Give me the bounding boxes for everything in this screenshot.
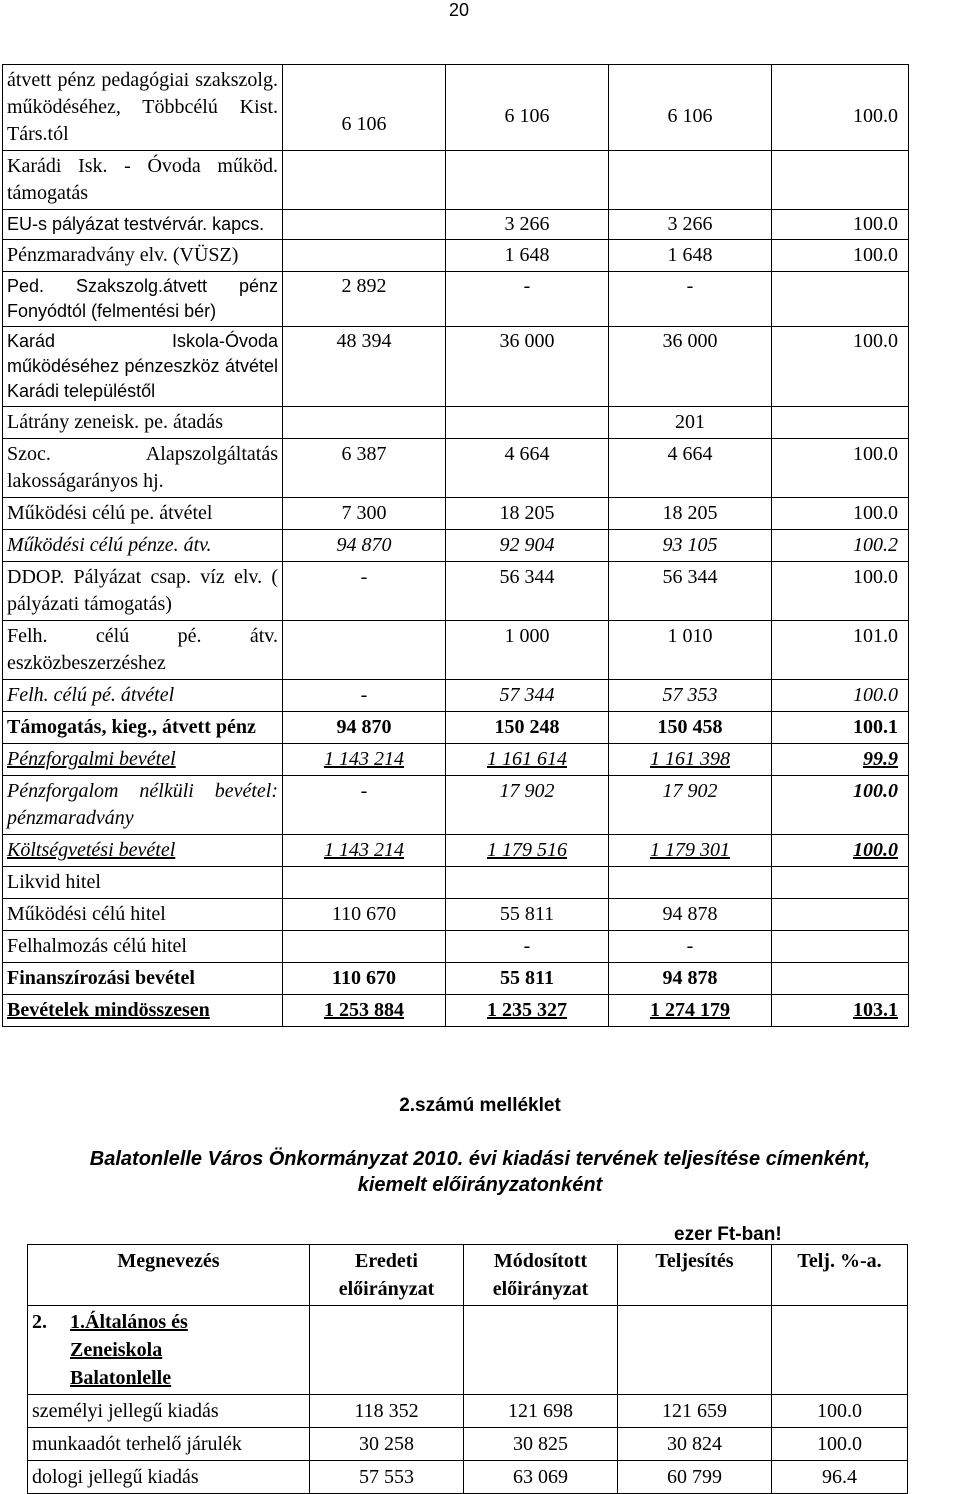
cell-completed: - [609, 931, 772, 963]
cell-original: 1 143 214 [283, 744, 446, 776]
cell-modified: 3 266 [446, 210, 609, 240]
cell-modified: 92 904 [446, 530, 609, 562]
cell-percent: 100.0 [772, 439, 909, 498]
cell-modified: 18 205 [446, 498, 609, 530]
cell-percent: 99.9 [772, 744, 909, 776]
cell-completed: 30 824 [618, 1428, 772, 1461]
table-row [3, 963, 909, 995]
cell-percent: 100.0 [772, 498, 909, 530]
cell-modified: 55 811 [446, 899, 609, 931]
table-row [28, 1461, 908, 1494]
cell-modified [446, 407, 609, 439]
cell-percent [772, 963, 909, 995]
cell-completed: - [609, 272, 772, 327]
table-row [3, 931, 909, 963]
row-label: Pénzmaradvány elv. (VÜSZ) [3, 240, 283, 272]
cell-modified: 1 235 327 [446, 995, 609, 1027]
cell-completed: 1 274 179 [609, 995, 772, 1027]
table-row [3, 498, 909, 530]
table-row [3, 439, 909, 498]
cell-completed: 57 353 [609, 680, 772, 712]
cell-percent [772, 899, 909, 931]
cell-modified: - [446, 931, 609, 963]
annex-title: 2.számú melléklet [399, 1095, 561, 1116]
cell-original: 2 892 [283, 272, 446, 327]
cell-completed: 36 000 [609, 327, 772, 407]
cell-original: 57 553 [310, 1461, 464, 1494]
cell-percent: 100.0 [772, 65, 909, 151]
table-row [3, 530, 909, 562]
row-label: Működési célú hitel [3, 899, 283, 931]
cell-original: 30 258 [310, 1428, 464, 1461]
cell-percent: 100.0 [772, 835, 909, 867]
cell-percent [772, 151, 909, 210]
cell-original: - [283, 680, 446, 712]
cell-completed: 18 205 [609, 498, 772, 530]
cell-original: 94 870 [283, 530, 446, 562]
cell-completed: 121 659 [618, 1395, 772, 1428]
row-label: dologi jellegű kiadás [28, 1461, 310, 1494]
page-number: 20 [449, 0, 470, 20]
cell-modified [446, 151, 609, 210]
expense-table [27, 1244, 908, 1494]
table-row [3, 65, 909, 151]
table-row [3, 327, 909, 407]
cell-completed [609, 867, 772, 899]
row-label: Finanszírozási bevétel [3, 963, 283, 995]
section-row [28, 1306, 908, 1395]
cell-modified: 55 811 [446, 963, 609, 995]
report-title: Balatonlelle Város Önkormányzat 2010. évi kiadási tervének teljesítése címenként, kiemelt előirányzatonként [89, 1148, 871, 1196]
header-percent: Telj. %-a. [772, 1245, 908, 1306]
table-row [3, 210, 909, 240]
cell-modified: 57 344 [446, 680, 609, 712]
cell-modified: 4 664 [446, 439, 609, 498]
row-label: Látrány zeneisk. pe. átadás [3, 407, 283, 439]
cell-completed: 94 878 [609, 963, 772, 995]
cell-original [283, 867, 446, 899]
row-label: Támogatás, kieg., átvett pénz [3, 712, 283, 744]
row-label: EU-s pályázat testvérvár. kapcs. [3, 210, 283, 240]
cell-percent: 96.4 [772, 1461, 908, 1494]
row-label: Bevételek mindösszesen [3, 995, 283, 1027]
table-header-row [28, 1245, 908, 1306]
cell-modified: 17 902 [446, 776, 609, 835]
row-label: Karádi Isk. - Óvoda működ. támogatás [3, 151, 283, 210]
section-empty-cell [310, 1306, 464, 1395]
row-label: Felh. célú pé. átv. eszközbeszerzéshez [3, 621, 283, 680]
cell-modified: - [446, 272, 609, 327]
cell-original: 110 670 [283, 963, 446, 995]
cell-completed: 3 266 [609, 210, 772, 240]
section-label [28, 1306, 310, 1395]
cell-original: 94 870 [283, 712, 446, 744]
cell-completed: 94 878 [609, 899, 772, 931]
cell-modified: 1 179 516 [446, 835, 609, 867]
row-label: Pénzforgalmi bevétel [3, 744, 283, 776]
cell-completed: 17 902 [609, 776, 772, 835]
row-label: Karád Iskola-Óvoda működéséhez pénzeszköz átvétel Karádi településtől [3, 327, 283, 407]
cell-percent [772, 931, 909, 963]
cell-completed: 150 458 [609, 712, 772, 744]
cell-modified: 56 344 [446, 562, 609, 621]
cell-percent [772, 272, 909, 327]
table-row [3, 835, 909, 867]
section-empty-cell [772, 1306, 908, 1395]
cell-completed: 60 799 [618, 1461, 772, 1494]
header-completed: Teljesítés [618, 1245, 772, 1306]
table-row [3, 680, 909, 712]
row-label: DDOP. Pályázat csap. víz elv. ( pályázati támogatás) [3, 562, 283, 621]
cell-original: 6 106 [283, 65, 446, 151]
table-row [3, 712, 909, 744]
cell-percent: 100.2 [772, 530, 909, 562]
cell-original: 7 300 [283, 498, 446, 530]
cell-original [283, 210, 446, 240]
cell-completed: 4 664 [609, 439, 772, 498]
unit-note: ezer Ft-ban! [674, 1224, 782, 1245]
section-empty-cell [464, 1306, 618, 1395]
section-title: 1.Általános és Zeneiskola Balatonlelle [70, 1311, 188, 1389]
cell-original: - [283, 562, 446, 621]
cell-percent: 100.0 [772, 210, 909, 240]
row-label: munkaadót terhelő járulék [28, 1428, 310, 1461]
table-row [3, 621, 909, 680]
table-row [28, 1395, 908, 1428]
cell-percent [772, 407, 909, 439]
cell-modified: 121 698 [464, 1395, 618, 1428]
cell-percent: 100.0 [772, 776, 909, 835]
cell-completed: 93 105 [609, 530, 772, 562]
cell-modified: 30 825 [464, 1428, 618, 1461]
row-label: Szoc. Alapszolgáltatás lakosságarányos hj. [3, 439, 283, 498]
cell-modified: 36 000 [446, 327, 609, 407]
table-row [3, 407, 909, 439]
cell-percent: 101.0 [772, 621, 909, 680]
row-label: Felhalmozás célú hitel [3, 931, 283, 963]
row-label: Likvid hitel [3, 867, 283, 899]
header-original: Eredeti előirányzat [310, 1245, 464, 1306]
cell-completed: 201 [609, 407, 772, 439]
cell-percent: 100.1 [772, 712, 909, 744]
row-label: Működési célú pe. átvétel [3, 498, 283, 530]
cell-original [283, 240, 446, 272]
section-empty-cell [618, 1306, 772, 1395]
row-label: személyi jellegű kiadás [28, 1395, 310, 1428]
cell-completed: 56 344 [609, 562, 772, 621]
cell-completed [609, 151, 772, 210]
revenue-table [2, 64, 909, 1027]
cell-original [283, 621, 446, 680]
header-modified: Módosított előirányzat [464, 1245, 618, 1306]
cell-modified: 1 000 [446, 621, 609, 680]
row-label: Pénzforgalom nélküli bevétel: pénzmaradvány [3, 776, 283, 835]
cell-original [283, 151, 446, 210]
table-row [3, 776, 909, 835]
cell-original [283, 931, 446, 963]
cell-percent: 100.0 [772, 327, 909, 407]
cell-original: 118 352 [310, 1395, 464, 1428]
row-label: Ped. Szakszolg.átvett pénz Fonyódtól (felmentési bér) [3, 272, 283, 327]
cell-modified [446, 867, 609, 899]
table-row [3, 867, 909, 899]
cell-original [283, 407, 446, 439]
cell-percent [772, 867, 909, 899]
table-row [3, 240, 909, 272]
cell-completed: 6 106 [609, 65, 772, 151]
row-label: Költségvetési bevétel [3, 835, 283, 867]
cell-percent: 100.0 [772, 562, 909, 621]
cell-modified: 1 161 614 [446, 744, 609, 776]
cell-percent: 100.0 [772, 680, 909, 712]
cell-original: 1 143 214 [283, 835, 446, 867]
table-row [3, 995, 909, 1027]
cell-completed: 1 010 [609, 621, 772, 680]
table-row [3, 151, 909, 210]
cell-original: 6 387 [283, 439, 446, 498]
row-label: átvett pénz pedagógiai szakszolg. működéséhez, Többcélú Kist. Társ.tól [3, 65, 283, 151]
table-row [3, 899, 909, 931]
table-row [3, 272, 909, 327]
cell-modified: 1 648 [446, 240, 609, 272]
cell-percent: 103.1 [772, 995, 909, 1027]
table-row [3, 562, 909, 621]
cell-original: 48 394 [283, 327, 446, 407]
cell-modified: 63 069 [464, 1461, 618, 1494]
table-row [28, 1428, 908, 1461]
cell-percent: 100.0 [772, 240, 909, 272]
row-label: Működési célú pénze. átv. [3, 530, 283, 562]
cell-modified: 6 106 [446, 65, 609, 151]
cell-original: - [283, 776, 446, 835]
cell-completed: 1 179 301 [609, 835, 772, 867]
table-row [3, 744, 909, 776]
cell-percent: 100.0 [772, 1428, 908, 1461]
cell-completed: 1 648 [609, 240, 772, 272]
cell-percent: 100.0 [772, 1395, 908, 1428]
row-label: Felh. célú pé. átvétel [3, 680, 283, 712]
header-name: Megnevezés [28, 1245, 310, 1306]
cell-modified: 150 248 [446, 712, 609, 744]
cell-completed: 1 161 398 [609, 744, 772, 776]
cell-original: 1 253 884 [283, 995, 446, 1027]
section-number: 2. [32, 1311, 47, 1333]
cell-original: 110 670 [283, 899, 446, 931]
